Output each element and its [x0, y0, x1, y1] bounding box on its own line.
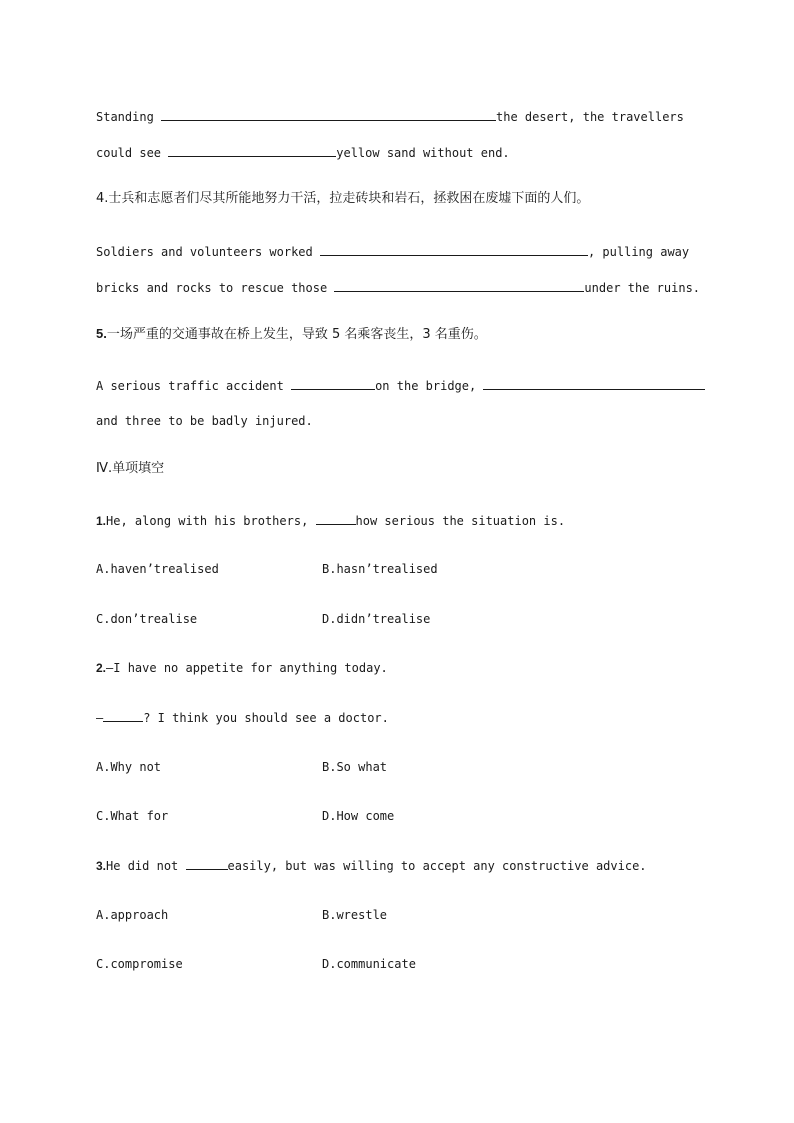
q3-option-c[interactable]: C.compromise [96, 957, 183, 971]
t4-text-b: , pulling away [587, 245, 690, 259]
t4-text-d: under the ruins. [584, 281, 701, 295]
item-number: 4. [96, 191, 109, 206]
section-heading: Ⅳ.单项填空 [96, 461, 165, 476]
chinese-sentence: 一场严重的交通事故在桥上发生，导致 5 名乘客丧生，3 名重伤。 [106, 327, 487, 342]
question-number: 3. [96, 859, 107, 873]
t5-line-2: and three to be badly injured. [96, 414, 313, 428]
q2-stem-1 [96, 660, 388, 676]
q2-option-c[interactable]: C.What for [96, 809, 169, 823]
answer-blank[interactable] [334, 279, 584, 292]
q2-option-b[interactable]: B.So what [322, 760, 388, 774]
t5-text-b: on the bridge, [375, 379, 484, 393]
question-number: 1. [96, 514, 107, 528]
t3-text-d: yellow sand without end. [336, 146, 510, 160]
t3-line-1 [96, 108, 684, 125]
q3-text-a: He did not [106, 859, 186, 873]
q3-option-a[interactable]: A.approach [96, 908, 169, 922]
q1-stem [96, 512, 565, 529]
q1-option-d[interactable]: D.didn’trealise [322, 612, 431, 626]
t4-line-2 [96, 279, 700, 296]
q1-option-c[interactable]: C.don’trealise [96, 612, 198, 626]
t4-text-c: bricks and rocks to rescue those [96, 281, 335, 295]
answer-blank[interactable] [186, 857, 228, 870]
t3-line-2 [96, 144, 510, 161]
t3-text-b: the desert, the travellers [496, 110, 684, 124]
t4-line-1 [96, 243, 689, 260]
answer-blank[interactable] [316, 512, 356, 525]
q3-text-b: easily, but was willing to accept any constructive advice. [227, 859, 647, 873]
q1-text-a: He, along with his brothers, [106, 514, 316, 528]
q2-text-a: —I have no appetite for anything today. [106, 661, 388, 675]
item-number: 5. [96, 326, 107, 341]
q2-option-d[interactable]: D.How come [322, 809, 395, 823]
t5-chinese-prompt [96, 326, 487, 343]
q1-option-b[interactable]: B.hasn’trealised [322, 562, 438, 576]
t4-chinese-prompt [96, 191, 589, 207]
q3-stem [96, 857, 647, 874]
q2-text-b: ? I think you should see a doctor. [143, 711, 389, 725]
t3-text-c: could see [96, 146, 169, 160]
answer-blank[interactable] [161, 108, 496, 121]
t3-text-a: Standing [96, 110, 162, 124]
q1-option-a[interactable]: A.haven’trealised [96, 562, 219, 576]
answer-blank[interactable] [483, 377, 705, 390]
q2-stem-2 [96, 709, 389, 726]
q1-text-b: how serious the situation is. [355, 514, 566, 528]
t5-line-1 [96, 377, 705, 394]
chinese-sentence: 士兵和志愿者们尽其所能地努力干活，拉走砖块和岩石，拯救困在废墟下面的人们。 [108, 191, 590, 206]
t4-text-a: Soldiers and volunteers worked [96, 245, 320, 259]
q3-option-d[interactable]: D.communicate [322, 957, 416, 971]
q3-option-b[interactable]: B.wrestle [322, 908, 388, 922]
answer-blank[interactable] [320, 243, 588, 256]
t5-text-a: A serious traffic accident [96, 379, 292, 393]
answer-blank[interactable] [103, 709, 143, 722]
q2-option-a[interactable]: A.Why not [96, 760, 162, 774]
q2-dash: — [96, 711, 104, 725]
answer-blank[interactable] [291, 377, 375, 390]
question-number: 2. [96, 661, 107, 675]
answer-blank[interactable] [168, 144, 336, 157]
